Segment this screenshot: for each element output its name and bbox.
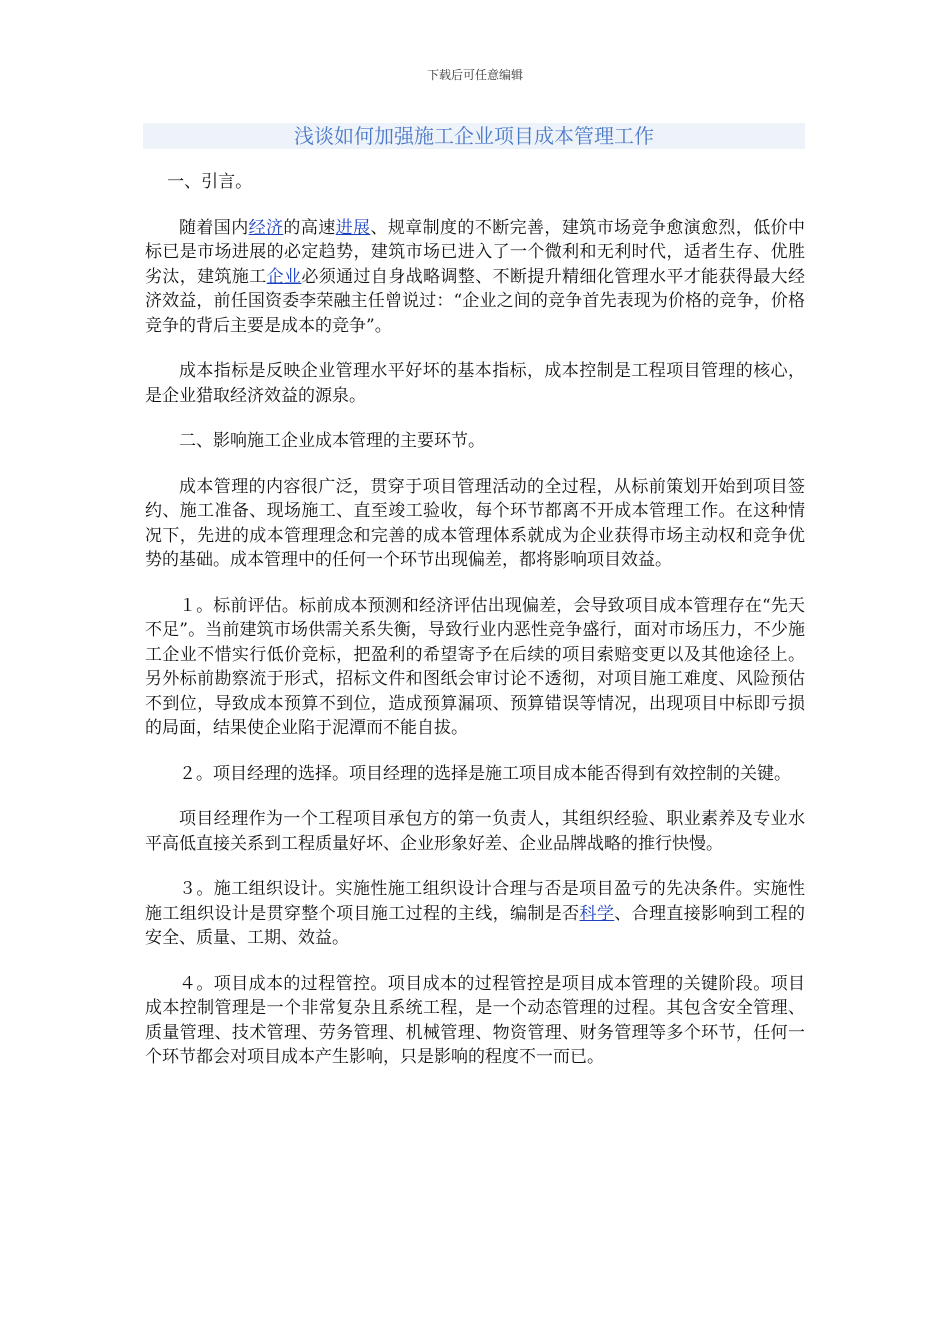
paragraph-2: 成本指标是反映企业管理水平好坏的基本指标，成本控制是工程项目管理的核心，是企业猎取经济效益的源泉。	[145, 361, 805, 406]
link-development[interactable]: 进展	[335, 217, 371, 238]
section-2-heading: 二、影响施工企业成本管理的主要环节。	[179, 431, 485, 451]
document-title: 浅谈如何加强施工企业项目成本管理工作	[143, 123, 805, 149]
document-body	[145, 170, 805, 1091]
link-enterprise[interactable]: 企业	[266, 266, 302, 287]
link-economy[interactable]: 经济	[248, 217, 284, 238]
paragraph-3: 成本管理的内容很广泛，贯穿于项目管理活动的全过程，从标前策划开始到项目签约、施工准备、现场施工、直至竣工验收，每个环节都离不开成本管理工作。在这种情况下，先进的成本管理理念和完善的成本管理体系就成为企业获得市场主动权和竞争优势的基础。成本管理中的任何一个环节出现偏差，都将影响项目效益。	[145, 476, 805, 570]
paragraph-5: ２。项目经理的选择。项目经理的选择是施工项目成本能否得到有效控制的关键。	[179, 763, 791, 784]
p1-text-a: 随着国内	[179, 217, 249, 238]
p7-text-b: 、合理直接影响到工程的安全、质量、工期、效益。	[145, 903, 806, 948]
paragraph-7	[145, 877, 805, 951]
intro-heading: 一、引言。	[167, 172, 253, 192]
paragraph-1	[145, 216, 805, 339]
link-science[interactable]: 科学	[579, 903, 615, 924]
paragraph-6: 项目经理作为一个工程项目承包方的第一负责人，其组织经验、职业素养及专业水平高低直接关系到工程质量好坏、企业形象好差、企业品牌战略的推行快慢。	[145, 809, 805, 854]
header-note: 下载后可任意编辑	[426, 68, 523, 82]
p1-text-d: 必须通过自身战略调整、不断提升精细化管理水平才能获得最大经济效益，前任国资委李荣融主任曾说过：“企业之间的竞争首先表现为价格的竞争，价格竞争的背后主要是成本的竞争”。	[145, 266, 806, 336]
paragraph-4: １。标前评估。标前成本预测和经济评估出现偏差，会导致项目成本管理存在“先天不足”。当前建筑市场供需关系失衡，导致行业内恶性竞争盛行，面对市场压力，不少施工企业不惜实行低价竞标，把盈利的希望寄予在后续的项目索赔变更以及其他途径上。另外标前勘察流于形式，招标文件和图纸会审讨论不透彻，对项目施工难度、风险预估不到位，导致成本预算不到位，造成预算漏项、预算错误等情况，出现项目中标即亏损的局面，结果使企业陷于泥潭而不能自拔。	[145, 595, 805, 738]
paragraph-8: ４。项目成本的过程管控。项目成本的过程管控是项目成本管理的关键阶段。项目成本控制管理是一个非常复杂且系统工程，是一个动态管理的过程。其包含安全管理、质量管理、技术管理、劳务管理、机械管理、物资管理、财务管理等多个环节，任何一个环节都会对项目成本产生影响，只是影响的程度不一而已。	[145, 973, 805, 1067]
p1-text-b: 的高速	[283, 217, 336, 238]
p1-text-c: 、规章制度的不断完善，建筑市场竞争愈演愈烈，低价中标已是市场进展的必定趋势，建筑市场已进入了一个微利和无利时代，适者生存、优胜劣汰，建筑施工	[145, 217, 806, 287]
p7-text-a: ３。施工组织设计。实施性施工组织设计合理与否是项目盈亏的先决条件。实施性施工组织设计是贯穿整个项目施工过程的主线，编制是否	[145, 879, 805, 924]
